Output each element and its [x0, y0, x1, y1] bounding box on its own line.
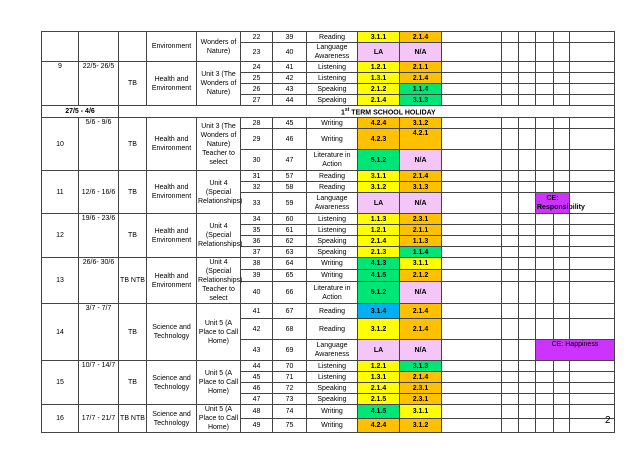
lesson-cell: 36 — [241, 236, 273, 247]
skill-cell: Literature in Action — [307, 150, 358, 171]
day-cell: 39 — [273, 32, 307, 43]
lesson-cell: 37 — [241, 247, 273, 258]
week-cell: 16 — [42, 405, 79, 433]
lesson-cell: 28 — [241, 118, 273, 129]
content-standard-cell: 4.1.3 — [358, 258, 400, 270]
holiday-dates: 27/5 - 4/6 — [42, 106, 119, 118]
day-cell: 42 — [273, 73, 307, 84]
learning-standard-cell: 3.1.2 — [400, 118, 442, 129]
day-cell: 67 — [273, 304, 307, 319]
learning-standard-cell: 2.1.4 — [400, 304, 442, 319]
content-standard-cell: 2.1.3 — [358, 247, 400, 258]
skill-cell: Writing — [307, 258, 358, 270]
theme-cell: Health and Environment — [147, 62, 197, 106]
skill-cell: Reading — [307, 319, 358, 340]
book-cell: TB NTB — [119, 258, 147, 304]
content-standard-cell: 4.1.5 — [358, 405, 400, 419]
unit-cell: Unit 4 (Special Relationships) Teacher to select — [198, 259, 243, 303]
table-row — [42, 62, 615, 73]
lesson-cell: 26 — [241, 84, 273, 95]
table-row — [42, 405, 615, 419]
learning-standard-cell: 2.1.4 — [400, 372, 442, 383]
skill-cell: Listening — [307, 361, 358, 372]
day-cell: 72 — [273, 383, 307, 394]
learning-standard-cell: 2.1.2 — [400, 270, 442, 282]
theme-cell: Health and Environment — [147, 118, 197, 171]
week-cell: 13 — [42, 258, 79, 304]
lesson-plan-table — [41, 31, 615, 433]
table-row — [42, 361, 615, 372]
lesson-cell: 33 — [241, 193, 273, 214]
week-cell: 11 — [42, 171, 79, 214]
week-cell: 9 — [42, 62, 79, 106]
lesson-cell: 39 — [241, 270, 273, 282]
lesson-cell: 35 — [241, 225, 273, 236]
learning-standard-cell: 3.1.3 — [400, 95, 442, 106]
skill-cell: Writing — [307, 405, 358, 419]
lesson-cell: 38 — [241, 258, 273, 270]
learning-standard-cell: 2.3.1 — [400, 394, 442, 405]
skill-cell: Speaking — [307, 95, 358, 106]
learning-standard-cell: 1.1.4 — [400, 84, 442, 95]
table-row — [42, 118, 615, 129]
day-cell: 65 — [273, 270, 307, 282]
learning-standard-cell: 2.1.4 — [400, 32, 442, 43]
lesson-cell: 47 — [241, 394, 273, 405]
skill-cell: Speaking — [307, 236, 358, 247]
day-cell: 75 — [273, 419, 307, 433]
skill-cell: Literature in Action — [307, 281, 358, 303]
skill-cell: Listening — [307, 214, 358, 225]
content-standard-cell: 1.2.1 — [358, 225, 400, 236]
lesson-cell: 42 — [241, 319, 273, 340]
learning-standard-cell: 1.1.4 — [400, 247, 442, 258]
lesson-cell: 43 — [241, 340, 273, 361]
learning-standard-cell: N/A — [400, 340, 442, 361]
theme-cell: Health and Environment — [147, 171, 197, 214]
date-cell: 12/6 - 16/6 — [79, 171, 119, 214]
skill-cell: Reading — [307, 182, 358, 193]
skill-cell: Language Awareness — [307, 43, 358, 62]
day-cell: 57 — [273, 171, 307, 182]
learning-standard-cell: 3.1.3 — [400, 182, 442, 193]
content-standard-cell: 1.3.1 — [358, 73, 400, 84]
week-cell: 12 — [42, 214, 79, 258]
book-cell: TB — [119, 118, 147, 171]
day-cell: 47 — [273, 150, 307, 171]
content-standard-cell: 5.1.2 — [358, 281, 400, 303]
day-cell: 40 — [273, 43, 307, 62]
table-row — [42, 304, 615, 319]
day-cell: 68 — [273, 319, 307, 340]
book-cell: TB — [119, 361, 147, 405]
date-cell: 17/7 - 21/7 — [79, 405, 119, 433]
content-standard-cell: 2.1.2 — [358, 84, 400, 95]
unit-cell: Wonders of Nature) — [197, 32, 241, 62]
week-cell: 15 — [42, 361, 79, 405]
skill-cell: Reading — [307, 171, 358, 182]
content-standard-cell: 1.2.1 — [358, 361, 400, 372]
content-standard-cell: 1.2.1 — [358, 62, 400, 73]
skill-cell: Speaking — [307, 247, 358, 258]
skill-cell: Speaking — [307, 84, 358, 95]
table-row — [42, 214, 615, 225]
theme-cell: Science and Technology — [147, 405, 197, 433]
day-cell: 43 — [273, 84, 307, 95]
skill-cell: Writing — [307, 419, 358, 433]
day-cell: 41 — [273, 62, 307, 73]
learning-standard-cell: 2.1.1 — [400, 225, 442, 236]
lesson-cell: 22 — [241, 32, 273, 43]
book-cell — [119, 32, 147, 62]
content-standard-cell: 3.1.1 — [358, 171, 400, 182]
content-standard-cell: 1.3.1 — [358, 372, 400, 383]
learning-standard-cell: 3.1.2 — [400, 419, 442, 433]
learning-standard-cell: 2.3.1 — [400, 383, 442, 394]
lesson-cell: 25 — [241, 73, 273, 84]
content-standard-cell: LA — [358, 43, 400, 62]
learning-standard-cell: N/A — [400, 193, 442, 214]
table-row — [42, 258, 615, 270]
content-standard-cell: 3.1.2 — [358, 182, 400, 193]
unit-cell: Unit 3 (The Wonders of Nature) — [197, 62, 241, 106]
day-cell: 44 — [273, 95, 307, 106]
ce-happiness-note: CE: Happiness — [536, 340, 615, 361]
day-cell: 60 — [273, 214, 307, 225]
lesson-cell: 23 — [241, 43, 273, 62]
day-cell: 69 — [273, 340, 307, 361]
skill-cell: Language Awareness — [307, 340, 358, 361]
learning-standard-cell: 1.1.3 — [400, 236, 442, 247]
skill-cell: Writing — [307, 129, 358, 150]
book-cell: TB — [119, 214, 147, 258]
date-cell: 5/6 - 9/6 — [79, 118, 119, 171]
day-cell: 63 — [273, 247, 307, 258]
book-cell: TB — [119, 304, 147, 361]
theme-cell: Environment — [147, 32, 197, 62]
content-standard-cell: 4.1.5 — [358, 270, 400, 282]
skill-cell: Listening — [307, 73, 358, 84]
lesson-cell: 45 — [241, 372, 273, 383]
unit-cell: Unit 5 (A Place to Call Home) — [197, 304, 241, 361]
skill-cell: Writing — [307, 270, 358, 282]
skill-cell: Language Awareness — [307, 193, 358, 214]
unit-cell: Unit 4 (Special Relationships) — [197, 214, 241, 258]
table-row — [42, 32, 615, 43]
content-standard-cell: 3.1.2 — [358, 319, 400, 340]
theme-cell: Health and Environment — [147, 258, 197, 304]
day-cell: 61 — [273, 225, 307, 236]
learning-standard-cell: 2.1.4 — [400, 319, 442, 340]
theme-cell: Health and Environment — [147, 214, 197, 258]
unit-cell: Unit 4 (Special Relationships) — [197, 171, 241, 214]
learning-standard-cell: 2.1.4 — [400, 73, 442, 84]
content-standard-cell: 2.1.4 — [358, 383, 400, 394]
lesson-cell: 34 — [241, 214, 273, 225]
learning-standard-cell: 2.3.1 — [400, 214, 442, 225]
date-cell: 3/7 - 7/7 — [79, 304, 119, 361]
ce-responsibility-note: CE: Responsibility — [536, 193, 570, 214]
date-cell: 22/5- 26/5 — [79, 62, 119, 106]
skill-cell: Reading — [307, 32, 358, 43]
lesson-cell: 31 — [241, 171, 273, 182]
holiday-row — [42, 106, 615, 118]
week-cell: 14 — [42, 304, 79, 361]
content-standard-cell: 1.1.3 — [358, 214, 400, 225]
lesson-cell: 44 — [241, 361, 273, 372]
learning-standard-cell: 4.2.1 — [400, 129, 442, 150]
day-cell: 66 — [273, 281, 307, 303]
lesson-cell: 46 — [241, 383, 273, 394]
week-cell: 10 — [42, 118, 79, 171]
learning-standard-cell: N/A — [400, 281, 442, 303]
content-standard-cell: 3.1.1 — [358, 32, 400, 43]
date-cell: 19/6 - 23/6 — [79, 214, 119, 258]
day-cell: 74 — [273, 405, 307, 419]
book-cell: TB — [119, 171, 147, 214]
day-cell: 64 — [273, 258, 307, 270]
table-row — [42, 171, 615, 182]
content-standard-cell: LA — [358, 340, 400, 361]
day-cell: 73 — [273, 394, 307, 405]
unit-cell: Unit 3 (The Wonders of Nature) Teacher to select — [197, 118, 241, 171]
skill-cell: Listening — [307, 225, 358, 236]
page-number: 2 — [605, 415, 611, 426]
lesson-cell: 40 — [241, 281, 273, 303]
learning-standard-cell: 3.1.1 — [400, 258, 442, 270]
day-cell: 58 — [273, 182, 307, 193]
lesson-cell: 48 — [241, 405, 273, 419]
learning-standard-cell: 3.1.3 — [400, 361, 442, 372]
lesson-cell: 41 — [241, 304, 273, 319]
lesson-cell: 49 — [241, 419, 273, 433]
day-cell: 46 — [273, 129, 307, 150]
skill-cell: Reading — [307, 304, 358, 319]
content-standard-cell: 4.2.4 — [358, 419, 400, 433]
week-cell — [42, 32, 79, 62]
content-standard-cell: 4.2.3 — [358, 129, 400, 150]
skill-cell: Speaking — [307, 394, 358, 405]
learning-standard-cell: 2.1.4 — [400, 171, 442, 182]
date-cell: 26/6- 30/6 — [79, 258, 119, 304]
content-standard-cell: 5.1.2 — [358, 150, 400, 171]
skill-cell: Listening — [307, 372, 358, 383]
day-cell: 59 — [273, 193, 307, 214]
book-cell: TB — [119, 62, 147, 106]
unit-cell: Unit 5 (A Place to Call Home) — [197, 361, 241, 405]
skill-cell: Writing — [307, 118, 358, 129]
date-cell — [79, 32, 119, 62]
learning-standard-cell: 3.1.1 — [400, 405, 442, 419]
skill-cell: Speaking — [307, 383, 358, 394]
skill-cell: Listening — [307, 62, 358, 73]
theme-cell: Science and Technology — [147, 304, 197, 361]
learning-standard-cell: N/A — [400, 43, 442, 62]
day-cell: 71 — [273, 372, 307, 383]
unit-cell: Unit 5 (A Place to Call Home) — [197, 405, 241, 433]
learning-standard-cell: N/A — [400, 150, 442, 171]
lesson-cell: 29 — [241, 129, 273, 150]
content-standard-cell: LA — [358, 193, 400, 214]
lesson-cell: 24 — [241, 62, 273, 73]
learning-standard-cell: 2.1.1 — [400, 62, 442, 73]
theme-cell: Science and Technology — [147, 361, 197, 405]
content-standard-cell: 2.1.5 — [358, 394, 400, 405]
lesson-cell: 30 — [241, 150, 273, 171]
holiday-label: 1st TERM SCHOOL HOLIDAY — [119, 106, 615, 118]
content-standard-cell: 4.2.4 — [358, 118, 400, 129]
book-cell: TB NTB — [119, 405, 147, 433]
day-cell: 45 — [273, 118, 307, 129]
lesson-cell: 32 — [241, 182, 273, 193]
day-cell: 62 — [273, 236, 307, 247]
content-standard-cell: 3.1.4 — [358, 304, 400, 319]
date-cell: 10/7 - 14/7 — [79, 361, 119, 405]
day-cell: 70 — [273, 361, 307, 372]
lesson-cell: 27 — [241, 95, 273, 106]
content-standard-cell: 2.1.4 — [358, 236, 400, 247]
content-standard-cell: 2.1.4 — [358, 95, 400, 106]
